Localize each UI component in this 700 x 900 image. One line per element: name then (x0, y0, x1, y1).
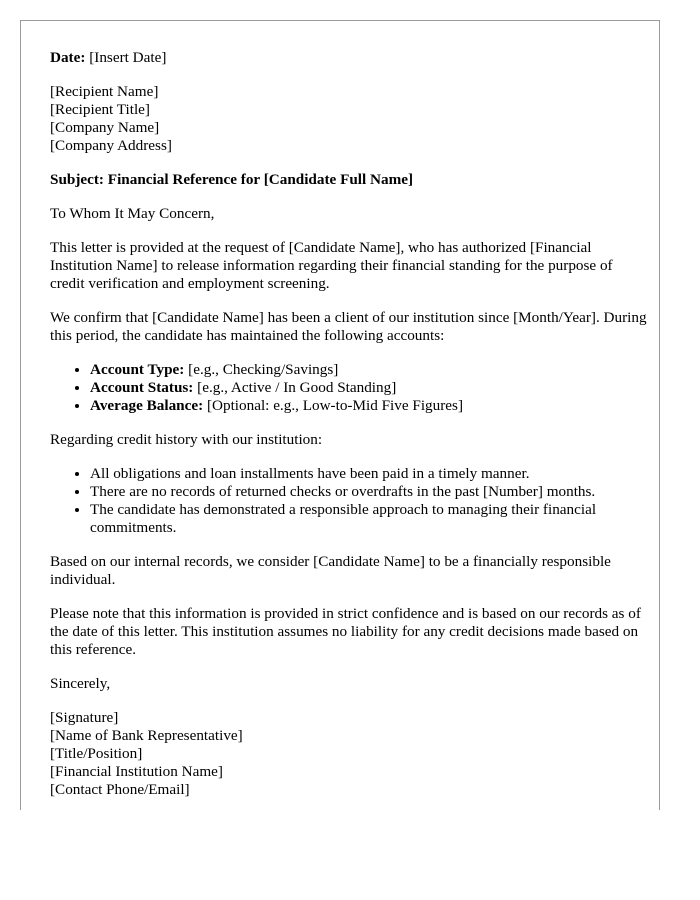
recipient-company: [Company Name] (50, 119, 160, 136)
recipient-title: [Recipient Title] (50, 101, 150, 118)
paragraph-client-since: We confirm that [Candidate Name] has been a client of our institution since [Month/Year]. During this period, the candidate has maintained the following accounts: (50, 309, 647, 344)
signature-block (50, 709, 650, 799)
credit-item: • All obligations and loan installments have been paid in a timely manner. (90, 465, 650, 483)
paragraph-disclaimer: Please note that this information is provided in strict confidence and is based on our records as of the date of this letter. This institution assumes no liability for any credit decisions made based on this reference. (50, 605, 641, 658)
account-status-value: [e.g., Active / In Good Standing] (193, 379, 397, 396)
credit-history-list (50, 465, 650, 537)
account-status-label: Account Status: (90, 379, 194, 396)
closing: Sincerely, (50, 675, 111, 692)
paragraph-authorization: This letter is provided at the request of [Candidate Name], who has authorized [Financial Institution Name] to release information regarding their financial standing for the purpose of credit verification and employment screening. (50, 239, 613, 292)
accounts-list (50, 361, 650, 415)
date-value: [Insert Date] (85, 49, 167, 66)
representative-title: [Title/Position] (50, 745, 143, 762)
letter-page (20, 20, 660, 810)
average-balance-label: Average Balance: (90, 397, 204, 414)
account-type-value: [e.g., Checking/Savings] (184, 361, 339, 378)
account-item (90, 379, 650, 397)
recipient-block (50, 83, 650, 155)
signature-placeholder: [Signature] (50, 709, 119, 726)
credit-item: • There are no records of returned checks or overdrafts in the past [Number] months. (90, 483, 650, 501)
paragraph-assessment: Based on our internal records, we consider [Candidate Name] to be a financially responsible individual. (50, 553, 611, 588)
account-item (90, 361, 650, 379)
average-balance-value: [Optional: e.g., Low-to-Mid Five Figures] (203, 397, 464, 414)
account-item (90, 397, 650, 415)
recipient-address: [Company Address] (50, 137, 172, 154)
subject-line: Subject: Financial Reference for [Candidate Full Name] (50, 171, 414, 188)
credit-item: • The candidate has demonstrated a responsible approach to managing their financial commitments. (90, 501, 650, 537)
representative-name: [Name of Bank Representative] (50, 727, 243, 744)
recipient-name: [Recipient Name] (50, 83, 159, 100)
letter-content (50, 49, 650, 815)
salutation: To Whom It May Concern, (50, 205, 215, 222)
institution-name: [Financial Institution Name] (50, 763, 223, 780)
contact-info: [Contact Phone/Email] (50, 781, 190, 798)
credit-history-intro: Regarding credit history with our institution: (50, 431, 323, 448)
account-type-label: Account Type: (90, 361, 185, 378)
date-line (50, 49, 650, 67)
date-label: Date: (50, 49, 86, 66)
